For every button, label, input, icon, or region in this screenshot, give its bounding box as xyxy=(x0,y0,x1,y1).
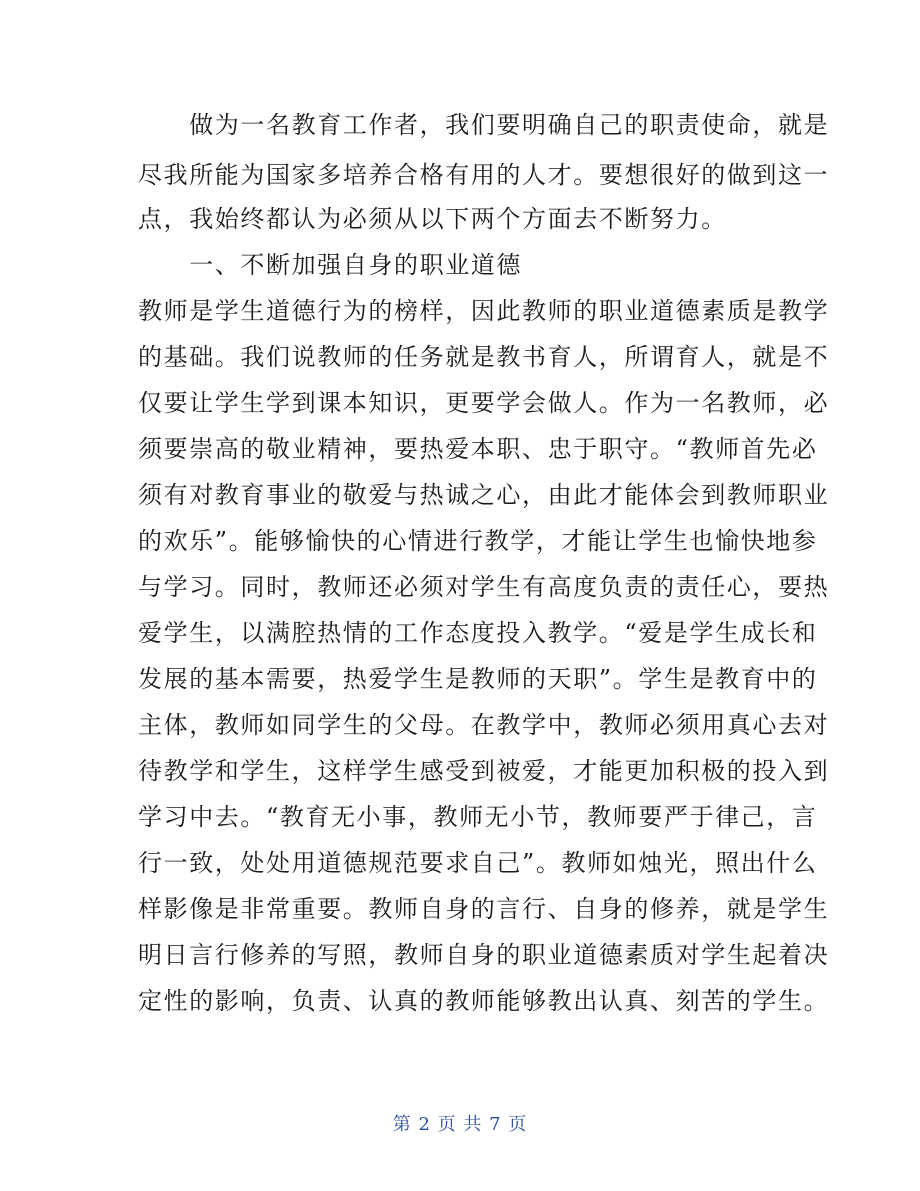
text-line: 明日言行修养的写照，教师自身的职业道德素质对学生起着决 xyxy=(138,941,830,969)
text-line: 爱学生，以满腔热情的工作态度投入教学。“爱是学生成长和 xyxy=(138,619,818,647)
text-line: 学习中去。“教育无小事，教师无小节，教师要严于律己，言 xyxy=(138,803,818,831)
text-line: 与学习。同时，教师还必须对学生有高度负责的责任心，要热 xyxy=(138,573,830,601)
text-line: 仅要让学生学到课本知识，更要学会做人。作为一名教师，必 xyxy=(138,389,830,417)
text-line: 教师是学生道德行为的榜样，因此教师的职业道德素质是教学 xyxy=(138,297,830,325)
text-line: 的欢乐”。能够愉快的心情进行教学，才能让学生也愉快地参 xyxy=(138,527,818,555)
text-line: 做为一名教育工作者，我们要明确自己的职责使命，就是 xyxy=(138,111,830,139)
text-line: 尽我所能为国家多培养合格有用的人才。要想很好的做到这一 xyxy=(138,161,830,189)
text-line: 须有对教育事业的敬爱与热诚之心，由此才能体会到教师职业 xyxy=(138,481,830,509)
text-line: 点，我始终都认为必须从以下两个方面去不断努力。 xyxy=(138,205,727,233)
text-line: 待教学和学生，这样学生感受到被爱，才能更加积极的投入到 xyxy=(138,757,830,785)
text-line: 发展的基本需要，热爱学生是教师的天职”。学生是教育中的 xyxy=(138,665,818,693)
text-line: 须要崇高的敬业精神，要热爱本职、忠于职守。“教师首先必 xyxy=(138,435,818,463)
text-line: 行一致，处处用道德规范要求自己”。教师如烛光，照出什么 xyxy=(138,849,818,877)
text-line: 定性的影响，负责、认真的教师能够教出认真、刻苦的学生。 xyxy=(138,987,830,1015)
text-line: 主体，教师如同学生的父母。在教学中，教师必须用真心去对 xyxy=(138,711,830,739)
section-heading: 一、不断加强自身的职业道德 xyxy=(138,251,522,279)
text-line: 的基础。我们说教师的任务就是教书育人，所谓育人，就是不 xyxy=(138,343,830,371)
page-number-footer: 第 2 页 共 7 页 xyxy=(392,1114,528,1135)
text-line: 样影像是非常重要。教师自身的言行、自身的修养，就是学生 xyxy=(138,895,830,923)
